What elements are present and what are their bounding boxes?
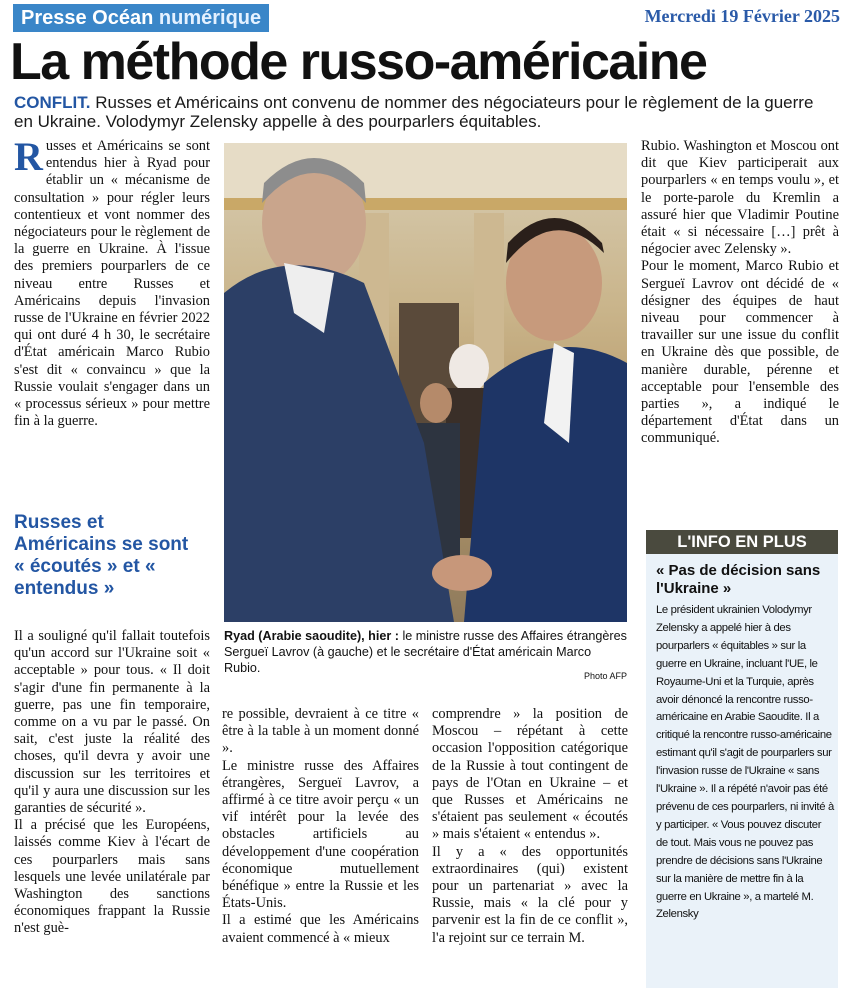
deck-tag: CONFLIT. (14, 93, 91, 112)
article-subhead: Russes et Américains se sont « écoutés » et « entendus » (14, 512, 189, 599)
article-paragraph-7: comprendre » la position de Moscou – répétant à cette occasion l'opposition catégorique de la Russie à tout contingent de pays de l'Otan en Ukraine – et que Russes et Américains ne s'étaient pas seulement « écoutés » mais s'étaient « entendus ». (432, 706, 628, 843)
article-column-4 (641, 138, 839, 448)
article-paragraph-8: Il y a « des opportunités extraordinaires (qui) existent pour un partenariat » avec la Russie, mais « la clé pour y parvenir est la fin de ce conflit », l'a rejoint sur ce terrain M. (432, 843, 628, 946)
caption-text: le ministre russe des Affaires étrangères Sergueï Lavrov (à gauche) et le secrétaire d'État américain Marco Rubio. (224, 629, 627, 675)
info-box-header: L'INFO EN PLUS (646, 530, 838, 554)
drop-cap: R (14, 134, 43, 179)
photo-illustration (224, 143, 627, 622)
masthead-brand: Presse Océan (21, 7, 154, 29)
article-paragraph-10: Pour le moment, Marco Rubio et Sergueï Lavrov ont décidé de « désigner des équipes de haut niveau pour commencer à travailler sur une issue du conflit en Ukraine dès que possible, de manière durable, pérenne et acceptable pour l'ensemble des parties », a indiqué le département d'État dans un communiqué. (641, 258, 839, 447)
photo-caption (224, 628, 627, 676)
headline: La méthode russo-américaine (10, 33, 707, 91)
article-paragraph-9: Rubio. Washington et Moscou ont dit que Kiev participerait aux pourparlers « en temps voulu », et le porte-parole du Kremlin a assuré hier que Vladimir Poutine était « si nécessaire […] prêt à négocier avec Zelensky ». (641, 138, 839, 258)
issue-date: Mercredi 19 Février 2025 (644, 6, 840, 26)
article-column-2 (222, 706, 419, 947)
article-deck (14, 93, 834, 131)
news-photo (224, 143, 627, 622)
article-column-1-bottom (14, 628, 210, 938)
info-box-title: « Pas de décision sans l'Ukraine » (656, 562, 821, 597)
article-paragraph-5: Le ministre russe des Affaires étrangères, Sergueï Lavrov, a affirmé à ce titre avoir perçu « un vif intérêt pour la levée des obstacles artificiels au développement d'une coopération économique mutuellement bénéfique » entre la Russie et les États-Unis. (222, 757, 419, 912)
caption-location: Ryad (Arabie saoudite), hier : (224, 629, 399, 643)
article-column-3 (432, 706, 628, 947)
article-paragraph-6: Il a estimé que les Américains avaient commencé à « mieux (222, 912, 419, 946)
article-paragraph-4: re possible, devraient à ce titre « être à la table à un moment donné ». (222, 706, 419, 757)
article-paragraph-1: usses et Américains se sont entendus hier à Ryad pour établir un « mécanisme de consultation » pour régler leurs contentieux et vont nommer des négociateurs pour le règlement de la guerre en Ukraine. À l'issue des premiers pourparlers de ce niveau entre Russes et Américains depuis l'invasion russe de l'Ukraine en février 2022 qui ont duré 4 h 30, le secrétaire d'État américain Marco Rubio s'est dit « convaincu » que la Russie voulait s'engager dans un « processus sérieux » pour mettre fin à la guerre. (14, 138, 210, 430)
masthead-logo (13, 4, 269, 32)
photo-credit: Photo AFP (584, 671, 628, 681)
article-paragraph-2: Il a souligné qu'il fallait toutefois qu'un accord sur l'Ukraine soit « acceptable » pour tous. « Il doit s'agir d'une fin permanente à la guerre, pas une fin temporaire, comme on a vu par le passé. On sait, c'est juste la réalité des choses, qu'il devra y avoir une discussion sur les territoires et qu'il y aura une discussion sur les garanties de sécurité ». (14, 628, 210, 817)
masthead-suffix: numérique (158, 7, 262, 29)
deck-text: Russes et Américains ont convenu de nommer des négociateurs pour le règlement de la guerre en Ukraine. Volodymyr Zelensky appelle à des pourparlers équitables. (14, 93, 814, 131)
article-column-1-top (14, 134, 210, 430)
article-paragraph-3: Il a précisé que les Européens, laissés comme Kiev à l'écart de ces pourparlers mais sans lesquels une levée unilatérale par Washington des sanctions économiques frappant la Russie n'est guè- (14, 817, 210, 937)
info-box-text: Le président ukrainien Volodymyr Zelensky a appelé hier à des pourparlers « équitables » sur la guerre en Ukraine, incluant l'UE, le Royaume-Uni et la Turquie, après avoir dénoncé la rencontre russo-américaine en Arabie Saoudite. Il a critiqué la rencontre russo-américaine estimant qu'il s'agit de pourparlers sur l'invasion russe de l'Ukraine « sans l'Ukraine ». Il a répété n'avoir pas été prévenu de ces pourparlers, ni invité à y participer. « Vous pouvez discuter de tout. Mais vous ne pouvez pas prendre de décisions sans l'Ukraine sur la manière de mettre fin à la guerre en Ukraine », a martelé M. Zelensky (656, 604, 834, 921)
